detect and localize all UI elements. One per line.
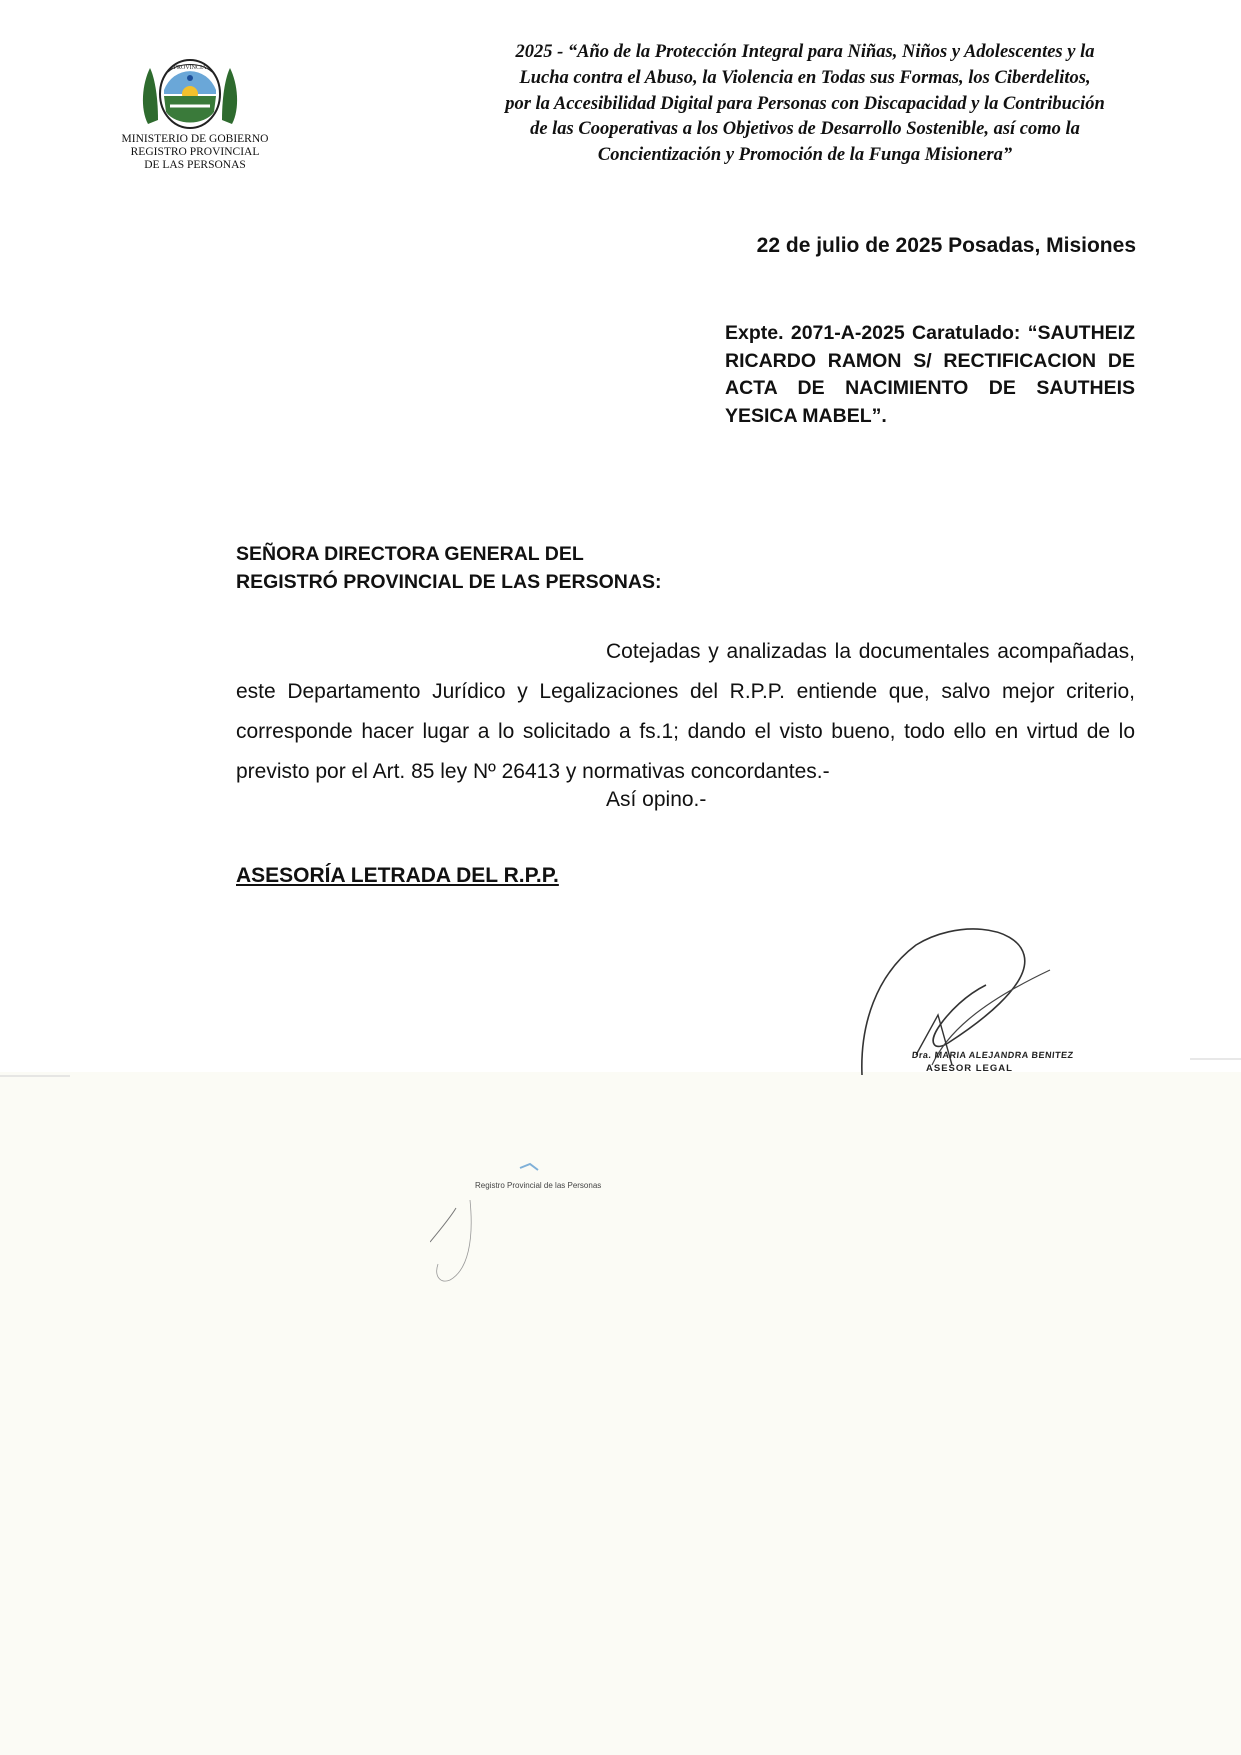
opinion-paragraph: Cotejadas y analizadas la documentales acompañadas, este Departamento Jurídico y Legalizaciones del R.P.P. entiende que, salvo mejor criterio, corresponde hacer lugar a lo solicitado a fs.1; dando el visto bueno, todo ello en virtud de lo previsto por el Art. 85 ley Nº 26413 y normativas concordantes.-	[236, 640, 1135, 783]
signer-role: ASESOR LEGAL	[926, 1063, 1013, 1071]
signer-name: Dra. MARIA ALEJANDRA BENITEZ	[911, 1050, 1075, 1060]
motto-line: Concientización y Promoción de la Funga Misionera”	[597, 145, 1013, 166]
scan-artifact	[0, 1075, 70, 1077]
closing-phrase: Así opino.-	[606, 788, 707, 811]
stamp-text: Registro Provincial de las Personas	[475, 1181, 602, 1190]
motto-line: por la Accesibilidad Digital para Personas con Discapacidad y la Contribución	[505, 93, 1105, 114]
svg-text:PROVINCIA: PROVINCIA	[173, 65, 207, 71]
motto-line: Lucha contra el Abuso, la Violencia en Todas sus Formas, los Ciberdelitos,	[519, 67, 1091, 88]
provincial-coat-of-arms-logo	[138, 54, 242, 132]
addressee-line: REGISTRÓ PROVINCIAL DE LAS PERSONAS:	[236, 571, 662, 593]
motto-line: 2025 - “Año de la Protección Integral para Niñas, Niños y Adolescentes y la	[515, 42, 1095, 62]
motto-line: de las Cooperativas a los Objetivos de Desarrollo Sostenible, así como la	[530, 119, 1080, 140]
year-motto	[455, 40, 1155, 169]
scanned-lower-area	[0, 1072, 1241, 1755]
ministry-heading	[110, 133, 280, 172]
department-title: ASESORÍA LETRADA DEL R.P.P.	[236, 864, 559, 887]
addressee-line: SEÑORA DIRECTORA GENERAL DEL	[236, 543, 584, 565]
faint-stamp-mark	[430, 1160, 550, 1290]
scan-artifact	[1190, 1058, 1241, 1060]
date-place: 22 de julio de 2025 Posadas, Misiones	[756, 234, 1136, 257]
case-reference: Expte. 2071-A-2025 Caratulado: “SAUTHEIZ RICARDO RAMON S/ RECTIFICACION DE ACTA DE NACIMIENTO DE SAUTHEIS YESICA MABEL”.	[725, 322, 1135, 427]
ministry-line: DE LAS PERSONAS	[144, 159, 246, 171]
ministry-line: MINISTERIO DE GOBIERNO	[121, 133, 269, 145]
addressee	[236, 540, 836, 596]
ministry-line: REGISTRO PROVINCIAL	[130, 146, 260, 158]
